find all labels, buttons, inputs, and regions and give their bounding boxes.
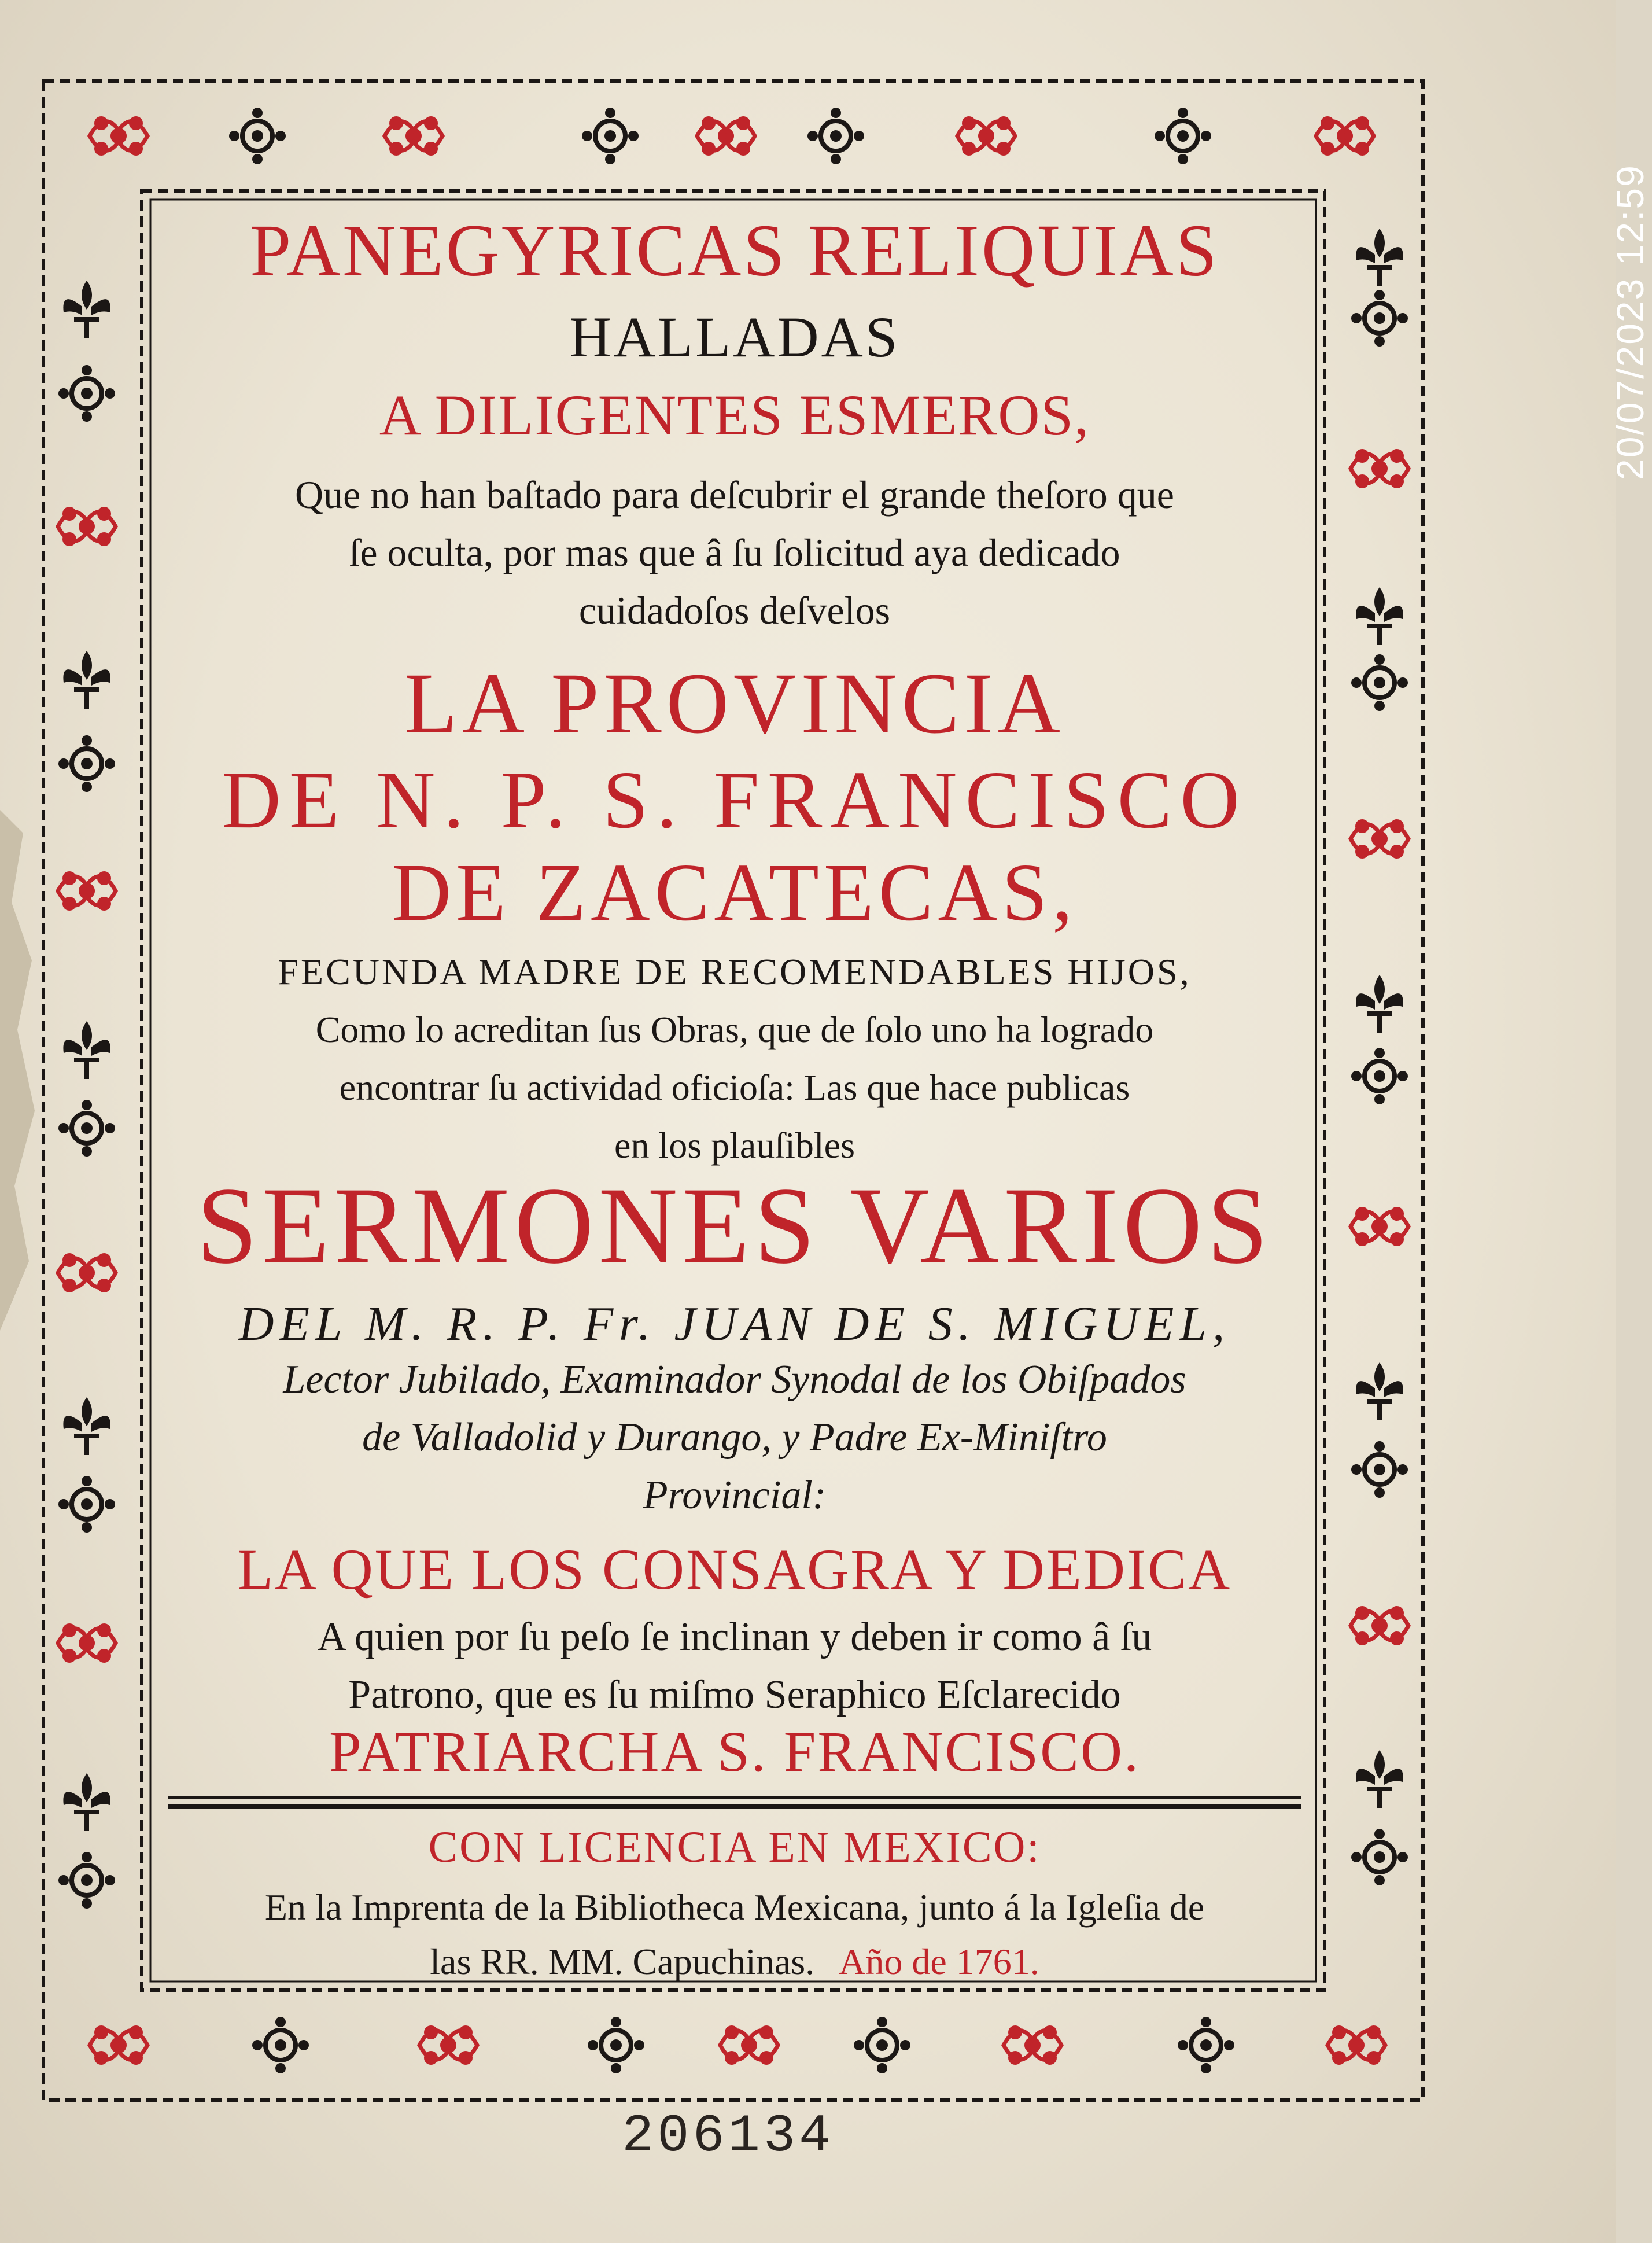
provincia-line: en los plauſibles — [614, 1125, 855, 1166]
imprint-block — [156, 1880, 1313, 1989]
imprint-year: Año de 1761. — [839, 1941, 1039, 1982]
imprint-capuchinas: las RR. MM. Capuchinas. — [430, 1941, 815, 1982]
sermones-heading: SERMONES VARIOS — [196, 1165, 1273, 1287]
license-line: CON LICENCIA EN MEXICO: — [428, 1823, 1041, 1872]
intro-line: cuidadoſos deſvelos — [578, 588, 891, 632]
intro-paragraph — [156, 466, 1313, 639]
photo-timestamp — [1568, 75, 1651, 492]
provincia-heading: LA PROVINCIA — [404, 655, 1065, 752]
author-title-line: Lector Jubilado, Examinador Synodal de los Obiſpados — [283, 1357, 1186, 1402]
divider-rule — [168, 1796, 1301, 1809]
dedication-line: A quien por ſu peſo ſe inclinan y deben ir como â ſu — [317, 1615, 1152, 1659]
author-line: DEL M. R. P. Fr. JUAN DE S. MIGUEL, — [238, 1297, 1231, 1351]
provincia-line: encontrar ſu actividad oficioſa: Las que hace publicas — [339, 1067, 1130, 1108]
provincia-francisco: DE N. P. S. FRANCISCO — [222, 754, 1248, 845]
provincia-line: FECUNDA MADRE DE RECOMENDABLES HIJOS, — [278, 951, 1192, 992]
author-titles — [156, 1351, 1313, 1524]
main-title: PANEGYRICAS RELIQUIAS — [250, 209, 1219, 292]
torn-edge — [0, 810, 52, 1331]
dedication-heading: LA QUE LOS CONSAGRA Y DEDICA — [237, 1537, 1232, 1601]
title-diligentes: A DILIGENTES ESMEROS, — [379, 383, 1090, 447]
provincia-zacatecas: DE ZACATECAS, — [392, 846, 1078, 938]
patriarch-line: PATRIARCHA S. FRANCISCO. — [329, 1719, 1141, 1784]
dedication-paragraph — [156, 1608, 1313, 1724]
provincia-line: Como lo acreditan ſus Obras, que de ſolo uno ha logrado — [315, 1009, 1154, 1050]
intro-line: Que no han baſtado para deſcubrir el grande theſoro que — [295, 473, 1174, 517]
timestamp-text: 20/07/2023 12:59 — [1609, 164, 1651, 480]
title-text-block — [156, 208, 1313, 2002]
title-halladas: HALLADAS — [569, 305, 900, 369]
provincia-paragraph — [156, 943, 1313, 1174]
author-title-line: de Valladolid y Durango, y Padre Ex-Miniſtro — [362, 1415, 1107, 1460]
imprint-line: En la Imprenta de la Bibliotheca Mexicana, junto á la Igleſia de — [264, 1887, 1205, 1928]
author-title-line: Provincial: — [643, 1473, 827, 1518]
shelfmark-number: 206134 — [622, 2106, 835, 2167]
intro-line: ſe oculta, por mas que â ſu ſolicitud aya dedicado — [349, 531, 1120, 574]
dedication-line: Patrono, que es ſu miſmo Seraphico Eſclarecido — [348, 1673, 1121, 1717]
imprint-line-2 — [156, 1935, 1313, 1989]
